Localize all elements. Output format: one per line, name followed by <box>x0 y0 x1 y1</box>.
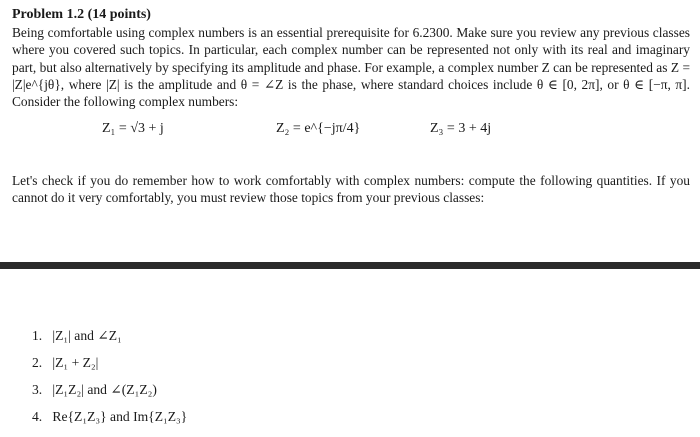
list-item <box>32 322 187 349</box>
item-text: |Z₁Z₂| and ∠(Z₁Z₂) <box>52 382 157 397</box>
equation-z1: Z₁ = √3 + j <box>102 121 164 137</box>
list-item <box>32 376 187 403</box>
section-divider <box>0 262 700 269</box>
problem-title: Problem 1.2 (14 points) <box>12 7 151 22</box>
item-text: Re{Z₁Z₃} and Im{Z₁Z₃} <box>52 409 188 424</box>
item-number: 3. <box>32 382 43 397</box>
item-text: |Z₁| and ∠Z₁ <box>52 328 122 343</box>
equation-z3: Z₃ = 3 + 4j <box>430 121 492 137</box>
equations-row <box>12 116 690 146</box>
item-number: 2. <box>32 355 43 370</box>
problem-instructions: Let's check if you do remember how to work comfortably with complex numbers: compute the following quantities. If you cannot do it very comfortably, you must review those topics from your previous classes: <box>12 173 690 206</box>
list-item <box>32 349 187 376</box>
question-list <box>32 322 187 430</box>
item-number: 1. <box>32 328 43 343</box>
item-text: |Z₁ + Z₂| <box>52 355 99 370</box>
list-item <box>32 403 187 430</box>
problem-section <box>12 6 690 207</box>
item-number: 4. <box>32 409 43 424</box>
equation-z2: Z₂ = e^{−jπ/4} <box>276 121 361 137</box>
problem-intro: Being comfortable using complex numbers is an essential prerequisite for 6.2300. Make sure you review any previous classes where you covered such topics. In particular, each complex number can be represented not only with its real and imaginary part, but also alternatively by specifying its amplitude and phase. For example, a complex number Z can be represented as Z = |Z|e^{jθ}, where |Z| is the amplitude and θ = ∠Z is the phase, where standard choices include θ ∈ [0, 2π], or θ ∈ [−π, π]. Consider the following complex numbers: <box>12 25 690 110</box>
